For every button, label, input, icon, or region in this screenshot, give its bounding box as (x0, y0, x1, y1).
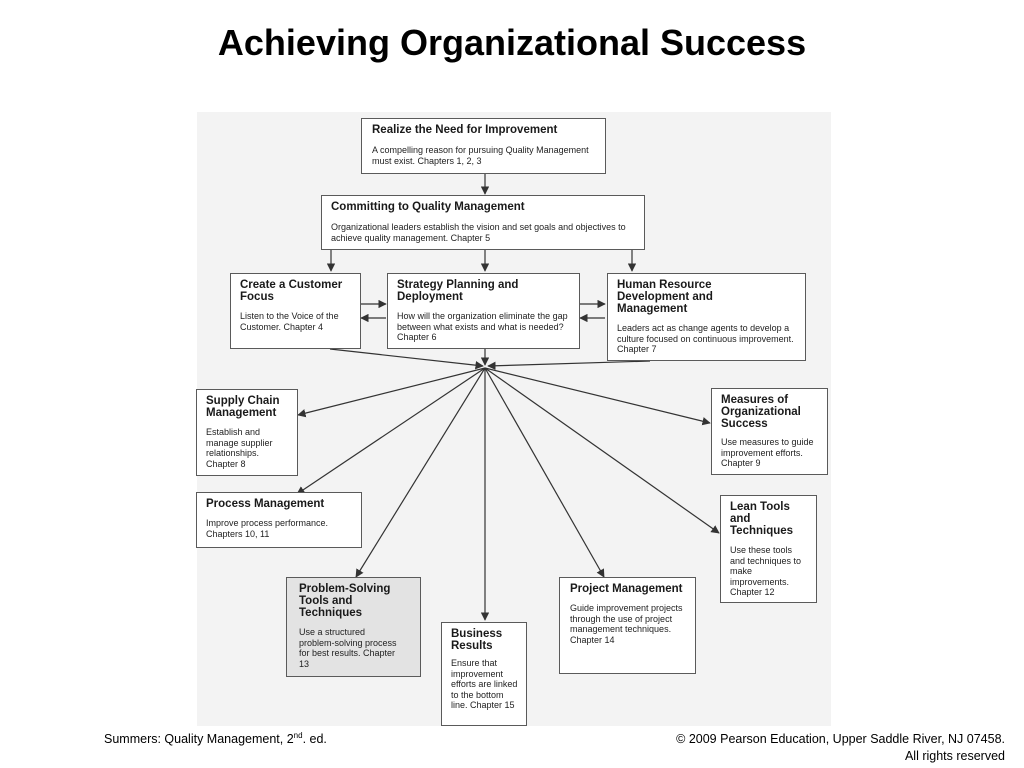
footer-citation-suffix: . ed. (302, 732, 327, 747)
box-realize-need (361, 118, 606, 174)
footer-copyright-line1: © 2009 Pearson Education, Upper Saddle River, NJ 07458. (676, 732, 1005, 746)
box-title: Strategy Planning and Deployment (397, 279, 519, 303)
arrow-hub-to-project (485, 368, 604, 577)
footer-copyright-line2: All rights reserved (904, 749, 1005, 763)
box-title: Realize the Need for Improvement (372, 124, 558, 136)
box-desc: Organizational leaders establish the vision and set goals and objectives to achieve quality management. Chapter 5 (331, 222, 626, 243)
footer-citation-text: Summers: Quality Management, 2 (104, 732, 294, 747)
box-desc: Use a structured problem-solving process for best results. Chapter 13 (299, 627, 397, 669)
box-title: Committing to Quality Management (331, 201, 525, 213)
box-title: Lean Tools and Techniques (730, 501, 794, 537)
box-desc: Establish and manage supplier relationships. Chapter 8 (206, 427, 273, 469)
box-desc: Guide improvement projects through the use of project management techniques. Chapter 14 (570, 603, 683, 645)
box-title: Problem-Solving Tools and Techniques (299, 583, 391, 619)
box-business-results (441, 622, 527, 726)
box-committing (321, 195, 645, 250)
box-problem-solving (286, 577, 421, 677)
arrow-customer-to-hub (330, 349, 483, 366)
box-title: Business Results (451, 628, 503, 652)
box-title: Create a Customer Focus (240, 279, 343, 303)
box-desc: Listen to the Voice of the Customer. Chapter 4 (240, 311, 339, 332)
box-desc: Ensure that improvement efforts are linked to the bottom line. Chapter 15 (451, 658, 518, 710)
box-process-mgmt (196, 492, 362, 548)
footer-citation (104, 731, 327, 746)
box-desc: Use measures to guide improvement efforts. Chapter 9 (721, 437, 814, 468)
arrow-hub-to-process (297, 368, 485, 494)
arrow-hub-to-problem (356, 368, 485, 577)
box-title: Process Management (206, 498, 325, 510)
box-human-resource (607, 273, 806, 361)
arrow-hub-to-measures (485, 368, 710, 423)
box-measures (711, 388, 828, 475)
box-customer-focus (230, 273, 361, 349)
box-desc: A compelling reason for pursuing Quality Management must exist. Chapters 1, 2, 3 (372, 145, 589, 166)
arrow-hr-to-hub (488, 361, 650, 366)
box-title: Measures of Organizational Success (721, 394, 801, 430)
box-project-mgmt (559, 577, 696, 674)
box-title: Supply Chain Management (206, 395, 280, 419)
arrow-hub-to-lean (485, 368, 719, 533)
box-title: Human Resource Development and Management (617, 279, 713, 315)
box-lean-tools (720, 495, 817, 603)
box-desc: Leaders act as change agents to develop a culture focused on continuous improvement. Chapter 7 (617, 323, 794, 354)
box-title: Project Management (570, 583, 683, 595)
footer-citation-sup: nd (293, 731, 303, 740)
box-strategy (387, 273, 580, 349)
box-desc: How will the organization eliminate the gap between what exists and what is needed? Chapter 6 (397, 311, 568, 342)
box-desc: Improve process performance. Chapters 10, 11 (206, 518, 329, 539)
box-desc: Use these tools and techniques to make improvements. Chapter 12 (730, 545, 802, 597)
footer-copyright (676, 731, 1005, 765)
box-supply-chain (196, 389, 298, 476)
slide-title: Achieving Organizational Success (217, 22, 807, 63)
arrow-hub-to-supply (298, 368, 485, 415)
